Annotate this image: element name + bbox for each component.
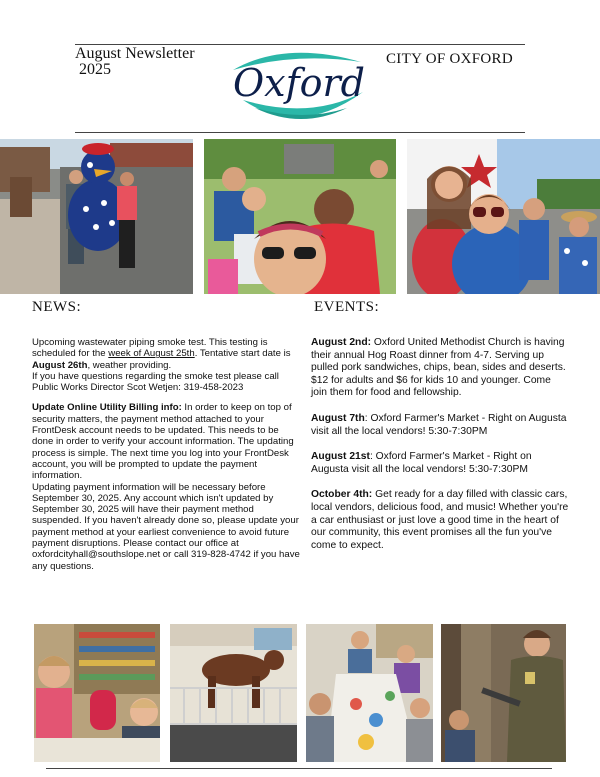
smoke-week: week of August 25th xyxy=(108,348,195,360)
event-text: Get ready for a day filled with classic cars, local vendors, delicious food, and music! Whether you're a car enthusiast or just love a good time in the heart of our community, this event promises all the fun you've come to expect. xyxy=(311,489,569,551)
smoke-date: August 26th xyxy=(32,359,88,371)
newsletter-year: 2025 xyxy=(79,61,111,78)
smoke-test-notice xyxy=(32,337,300,393)
logo-text: Oxford xyxy=(232,61,366,105)
calf-photo xyxy=(170,624,297,762)
smoke-mid: . Tentative start date is xyxy=(194,348,291,360)
event-item xyxy=(311,337,569,400)
craft-table-photo xyxy=(306,624,433,762)
city-name: CITY OF OXFORD xyxy=(386,51,513,67)
news-heading: NEWS: xyxy=(32,299,82,315)
smoke-contact: If you have questions regarding the smoke test please call Public Works Director Scot Wetjen: 319-458-2023 xyxy=(32,370,279,394)
footer-rule xyxy=(46,768,552,769)
event-text: : Oxford Farmer's Market - Right on Augusta visit all the local vendors! 5:30-7:30PM xyxy=(311,451,532,475)
officer-demo-photo xyxy=(441,624,566,762)
events-column xyxy=(311,337,569,565)
event-item xyxy=(311,489,569,552)
newsletter-title-text: August Newsletter xyxy=(75,45,195,62)
news-column xyxy=(32,337,300,572)
parade-mascot-photo xyxy=(0,139,193,294)
library-kids-photo xyxy=(34,624,160,762)
newsletter-title xyxy=(75,46,195,78)
event-item xyxy=(311,413,569,438)
event-date: October 4th: xyxy=(311,489,373,501)
billing-text: In order to keep on top of security matters, the payment method attached to your FrontDesk account needs to be updated. This needs to be done in order to verify your account information. The updating process is simple. The next time you log into your FrontDesk account, you will be prompted to update the payment information. xyxy=(32,402,294,482)
event-item xyxy=(311,451,569,476)
event-date: August 2nd: xyxy=(311,337,372,348)
billing-deadline: Updating payment information will be necessary before September 30, 2025. Any account which isn't updated by September 30, 2025 will have their payment method suspended. If you haven't already done so, please update your payment method at your earliest convenience to avoid future payment disruptions. Please contact our office at oxfordcityhall@southslope.net or call 319-828-4742 if you have any questions. xyxy=(32,481,300,572)
events-heading: EVENTS: xyxy=(314,299,380,315)
header-bottom-rule xyxy=(75,132,525,133)
smoke-intro: Upcoming wastewater piping smoke test. This testing is scheduled for the xyxy=(32,337,268,360)
event-date: August 21st xyxy=(311,451,370,463)
event-date: August 7th xyxy=(311,412,365,424)
billing-notice xyxy=(32,402,300,571)
event-text: Oxford United Methodist Church is having their annual Hog Roast dinner from 4-7. Serving up pulled pork sandwiches, chips, bean, sides and deserts. $12 for adults and $6 for kids 10 and younger. Come join them for food and fellowship. xyxy=(311,337,566,399)
billing-heading: Update Online Utility Billing info: xyxy=(32,402,182,414)
smoke-end: , weather providing. xyxy=(87,359,172,371)
patriotic-selfie-photo xyxy=(407,139,600,294)
group-selfie-photo xyxy=(204,139,396,294)
event-text: : Oxford Farmer's Market - Right on Augusta visit all the local vendors! 5:30-7:30PM xyxy=(311,412,567,437)
oxford-logo xyxy=(225,46,373,132)
